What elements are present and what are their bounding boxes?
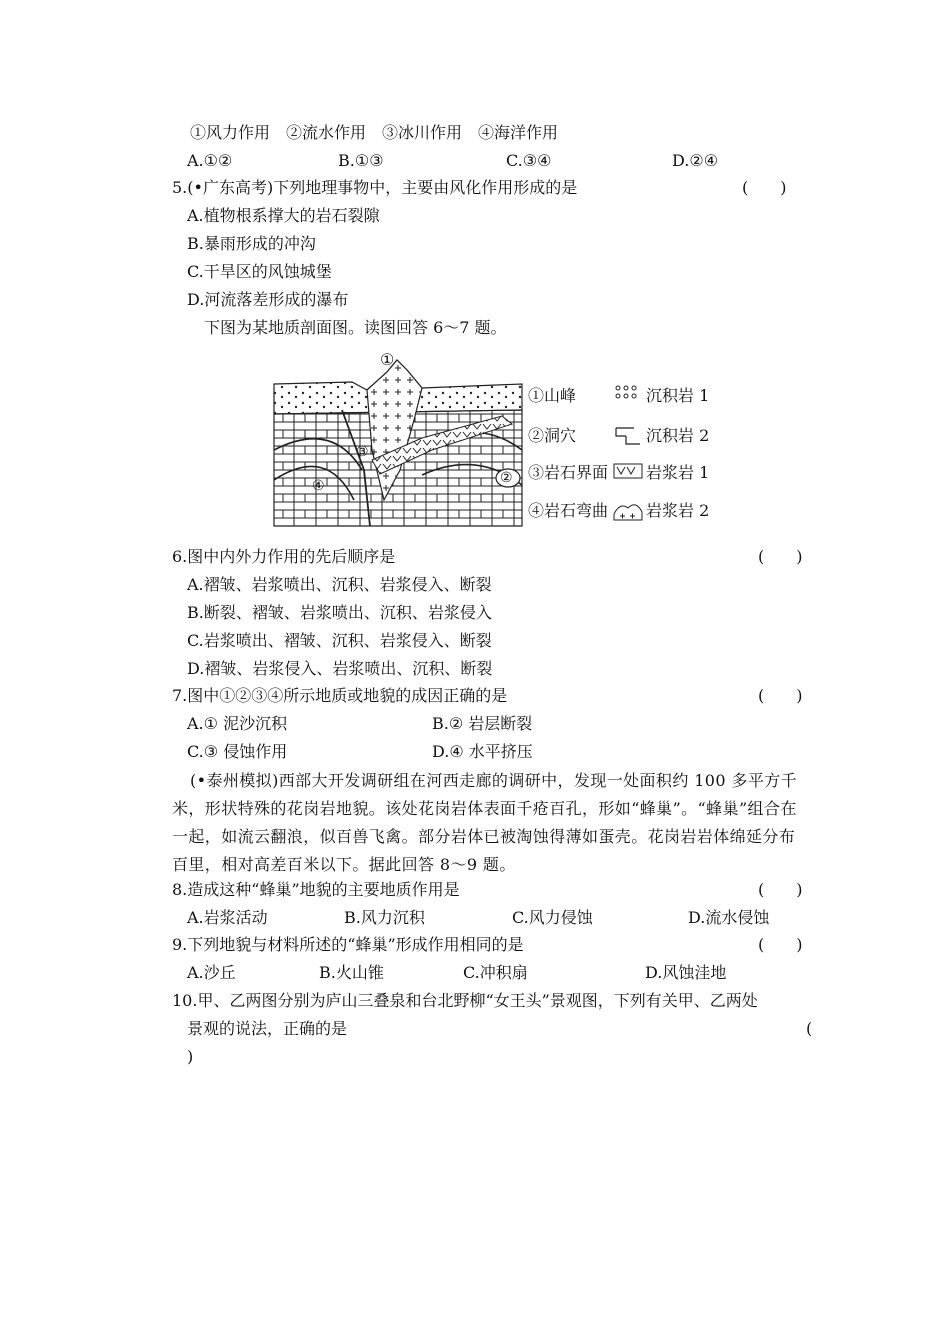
- magma-2-swatch-icon: [614, 505, 642, 520]
- q4-items: ①风力作用 ②流水作用 ③冰川作用 ④海洋作用: [190, 123, 559, 142]
- q4-option-c: C.③④: [506, 151, 552, 170]
- magma-1-swatch-icon: [614, 464, 642, 478]
- intro-6-7: 下图为某地质剖面图。读图回答 6～7 题。: [204, 318, 507, 337]
- fold-label: ④: [312, 478, 325, 494]
- q4-option-d: D.②④: [672, 151, 719, 170]
- legend-sediment-1: 沉积岩 1: [646, 386, 710, 405]
- q10-paren-open: (: [806, 1019, 813, 1038]
- q9-option-d: D.风蚀洼地: [645, 963, 727, 982]
- q8-option-c: C.风力侵蚀: [512, 908, 593, 927]
- peak-label: ①: [380, 350, 395, 369]
- q10-paren-close: ): [187, 1047, 194, 1066]
- legend-magma-1: 岩浆岩 1: [646, 463, 710, 482]
- q8-answer-paren: ( ): [758, 880, 803, 899]
- legend-magma-2: 岩浆岩 2: [646, 501, 710, 520]
- section-drawing: [272, 350, 532, 530]
- q7-option-d: D.④ 水平挤压: [432, 742, 533, 761]
- q4-option-b: B.①③: [338, 151, 384, 170]
- legend-sediment-2: 沉积岩 2: [646, 426, 710, 445]
- q6-stem: 6.图中内外力作用的先后顺序是: [172, 547, 396, 566]
- q8-stem: 8.造成这种“蜂巢”地貌的主要地质作用是: [172, 880, 460, 899]
- q5-option-b: B.暴雨形成的冲沟: [187, 234, 316, 253]
- q7-option-c: C.③ 侵蚀作用: [187, 742, 288, 761]
- q7-option-b: B.② 岩层断裂: [432, 714, 533, 733]
- q7-stem: 7.图中①②③④所示地质或地貌的成因正确的是: [172, 686, 508, 705]
- q6-option-c: C.岩浆喷出、褶皱、沉积、岩浆侵入、断裂: [187, 631, 492, 650]
- q5-stem: 5.(•广东高考)下列地理事物中，主要由风化作用形成的是: [172, 178, 578, 197]
- q5-option-a: A.植物根系撑大的岩石裂隙: [187, 206, 380, 225]
- q9-stem: 9.下列地貌与材料所述的“蜂巢”形成作用相同的是: [172, 935, 524, 954]
- legend-interface: ③岩石界面: [528, 463, 609, 482]
- q6-option-b: B.断裂、褶皱、岩浆喷出、沉积、岩浆侵入: [187, 603, 492, 622]
- q6-option-d: D.褶皱、岩浆侵入、岩浆喷出、沉积、断裂: [187, 659, 493, 678]
- q8-option-b: B.风力沉积: [344, 908, 425, 927]
- q7-answer-paren: ( ): [758, 686, 803, 705]
- q9-answer-paren: ( ): [758, 935, 803, 954]
- q4-option-a: A.①②: [187, 151, 233, 170]
- q8-option-d: D.流水侵蚀: [688, 908, 770, 927]
- passage-8-9: (•泰州模拟)西部大开发调研组在河西走廊的调研中，发现一处面积约 100 多平方千米，形状特殊的花岗岩地貌。该处花岗岩体表面千疮百孔，形如“蜂巢”。“蜂巢”组合在一起，如流云翻浪，似百兽飞禽。部分岩体已被淘蚀得薄如蛋壳。花岗岩岩体绵延分布百里，相对高差百米以下。据此回答 8～9 题。: [172, 771, 798, 874]
- q6-answer-paren: ( ): [758, 547, 803, 566]
- q9-option-a: A.沙丘: [187, 963, 236, 982]
- legend-peak: ①山峰: [528, 386, 577, 405]
- legend-swatches: [612, 382, 646, 552]
- q5-answer-paren: ( ): [742, 178, 787, 197]
- q10-stem-line-2: 景观的说法，正确的是: [187, 1019, 348, 1038]
- q10-stem-line-1: 10.甲、乙两图分别为庐山三叠泉和台北野柳“女王头”景观图，下列有关甲、乙两处: [172, 991, 758, 1010]
- geologic-section-figure: [272, 350, 732, 530]
- legend-fold: ④岩石弯曲: [528, 501, 609, 520]
- q7-option-a: A.① 泥沙沉积: [187, 714, 288, 733]
- legend-cave: ②洞穴: [528, 426, 577, 445]
- sediment-2-swatch-icon: [616, 428, 640, 444]
- q6-option-a: A.褶皱、岩浆喷出、沉积、岩浆侵入、断裂: [187, 575, 492, 594]
- interface-label: ③: [356, 444, 369, 460]
- sediment-1-swatch-icon: [616, 386, 636, 398]
- q8-option-a: A.岩浆活动: [187, 908, 268, 927]
- cave-label: ②: [500, 470, 513, 486]
- q9-option-b: B.火山锥: [319, 963, 384, 982]
- q5-option-d: D.河流落差形成的瀑布: [187, 290, 349, 309]
- q9-option-c: C.冲积扇: [463, 963, 528, 982]
- q5-option-c: C.干旱区的风蚀城堡: [187, 262, 332, 281]
